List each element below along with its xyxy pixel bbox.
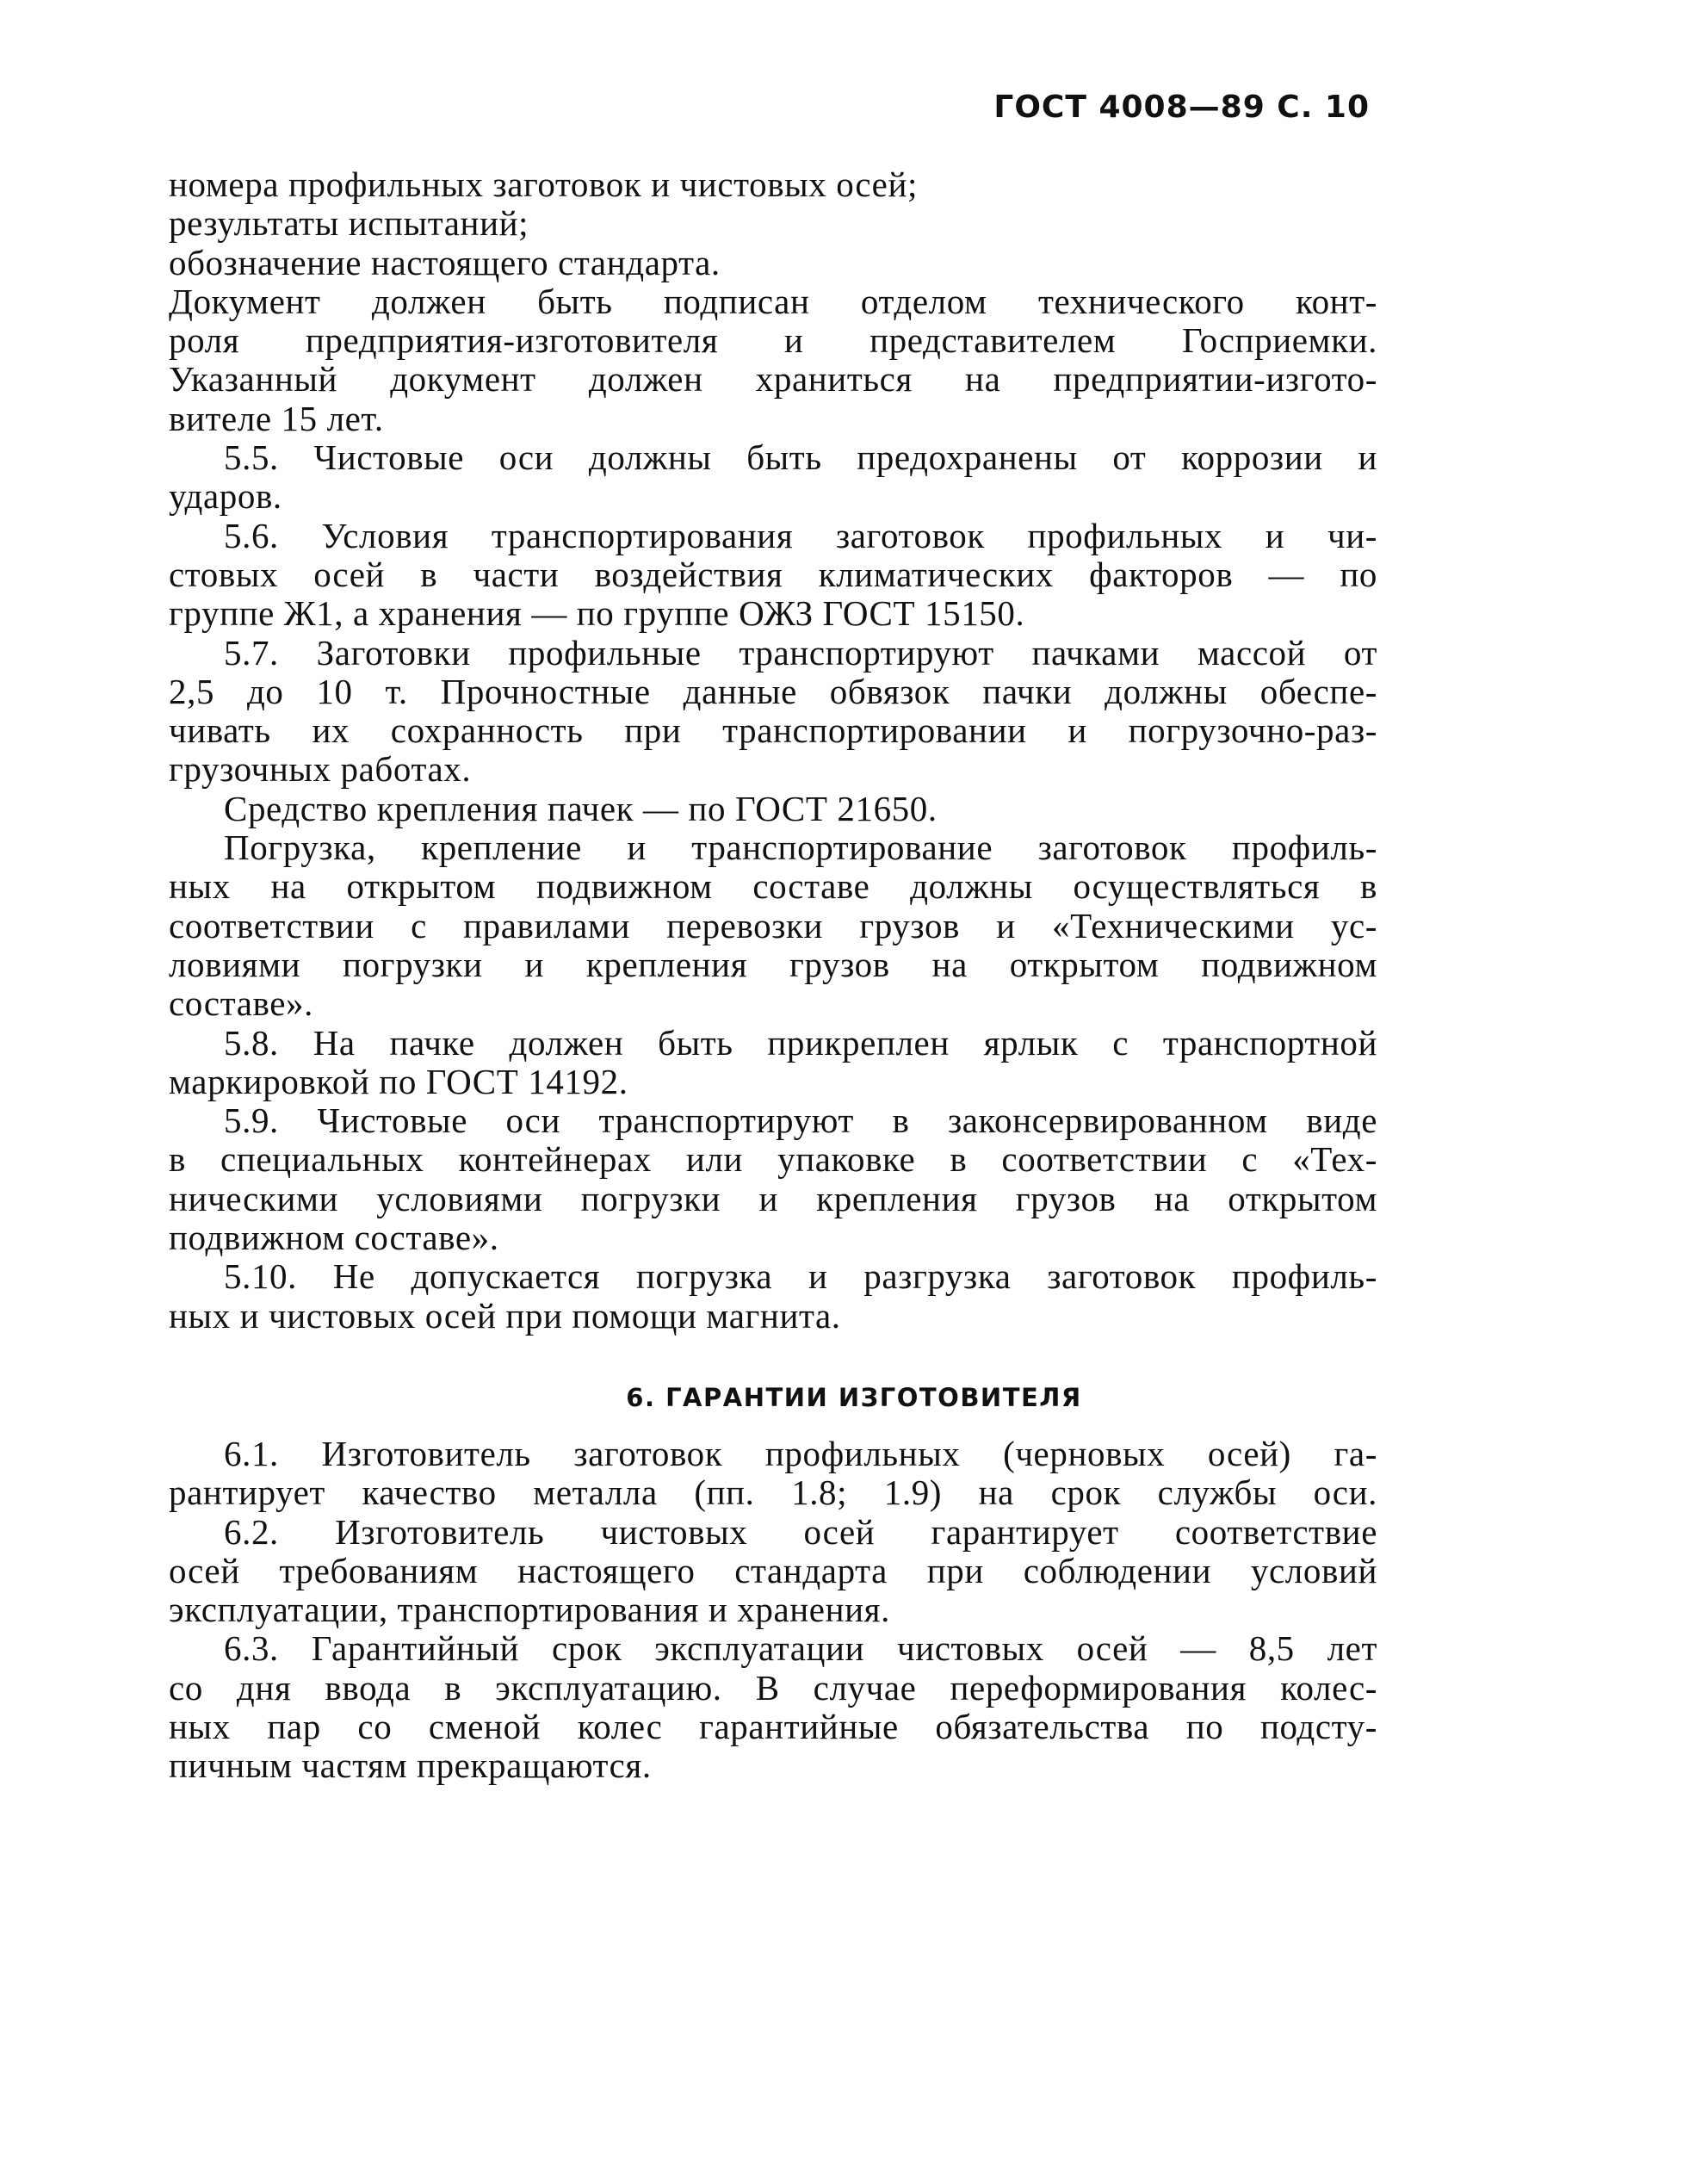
page-running-title: ГОСТ 4008—89 С. 10: [993, 90, 1370, 125]
text-line: 6.2. Изготовитель чистовых осей гарантирует соответствие: [224, 1511, 1377, 1552]
text-line: составе».: [169, 983, 313, 1024]
text-line: 5.8. На пачке должен быть прикреплен ярлык с транспортной: [224, 1022, 1377, 1063]
text-line: вителе 15 лет.: [169, 398, 384, 438]
text-line: ническими условиями погрузки и крепления грузов на открытом: [169, 1178, 1377, 1218]
text-line: группе Ж1, а хранения — по группе ОЖЗ ГОСТ 15150.: [169, 593, 1025, 634]
text-line: эксплуатации, транспортирования и хранения.: [169, 1590, 890, 1630]
text-line: ных и чистовых осей при помощи магнита.: [169, 1295, 841, 1336]
text-line: 5.10. Не допускается погрузка и разгрузка заготовок профиль-: [224, 1256, 1377, 1297]
text-line: обозначение настоящего стандарта.: [169, 242, 721, 282]
text-line: Документ должен быть подписан отделом технического конт-: [169, 281, 1377, 321]
text-line: Погрузка, крепление и транспортирование заготовок профиль-: [224, 828, 1377, 868]
text-line: в специальных контейнерах или упаковке в соответствии с «Тех-: [169, 1139, 1377, 1180]
section-5-continued-text: [169, 165, 1377, 1336]
text-line: рантирует качество металла (пп. 1.8; 1.9) на срок службы оси.: [169, 1472, 1377, 1513]
section-6-heading: 6. ГАРАНТИИ ИЗГОТОВИТЕЛЯ: [626, 1383, 1082, 1412]
text-line: 6.3. Гарантийный срок эксплуатации чистовых осей — 8,5 лет: [224, 1628, 1377, 1669]
text-line: чивать их сохранность при транспортировании и погрузочно-раз-: [169, 710, 1377, 751]
text-line: соответствии с правилами перевозки грузов и «Техническими ус-: [169, 905, 1377, 945]
text-line: осей требованиям настоящего стандарта при соблюдении условий: [169, 1550, 1377, 1590]
text-line: 5.9. Чистовые оси транспортируют в законсервированном виде: [224, 1100, 1377, 1141]
text-line: номера профильных заготовок и чистовых осей;: [169, 164, 919, 204]
text-line: 2,5 до 10 т. Прочностные данные обвязок пачки должны обеспе-: [169, 671, 1377, 711]
text-line: 5.6. Условия транспортирования заготовок профильных и чи-: [224, 515, 1377, 555]
text-line: 6.1. Изготовитель заготовок профильных (черновых осей) га-: [224, 1434, 1377, 1473]
text-line: маркировкой по ГОСТ 14192.: [169, 1061, 628, 1101]
text-line: результаты испытаний;: [169, 203, 529, 244]
text-line: Указанный документ должен храниться на предприятии-изгото-: [169, 359, 1377, 400]
text-line: грузочных работах.: [169, 749, 472, 790]
text-line: роля предприятия-изготовителя и представителем Госприемки.: [169, 320, 1377, 361]
text-line: 5.7. Заготовки профильные транспортируют пачками массой от: [224, 632, 1377, 673]
text-line: подвижном составе».: [169, 1218, 499, 1258]
text-line: 5.5. Чистовые оси должны быть предохранены от коррозии и: [224, 437, 1377, 478]
text-line: ных на открытом подвижном составе должны осуществляться в: [169, 866, 1377, 907]
text-line: со дня ввода в эксплуатацию. В случае переформирования колес-: [169, 1667, 1377, 1708]
text-line: Средство крепления пачек — по ГОСТ 21650.: [224, 788, 938, 828]
section-6-text: [169, 1435, 1377, 1786]
text-line: стовых осей в части воздействия климатических факторов — по: [169, 554, 1377, 594]
text-line: ловиями погрузки и крепления грузов на открытом подвижном: [169, 944, 1377, 984]
text-line: ных пар со сменой колес гарантийные обязательства по подсту-: [169, 1707, 1377, 1747]
text-line: пичным частям прекращаются.: [169, 1745, 652, 1786]
text-line: ударов.: [169, 476, 282, 517]
